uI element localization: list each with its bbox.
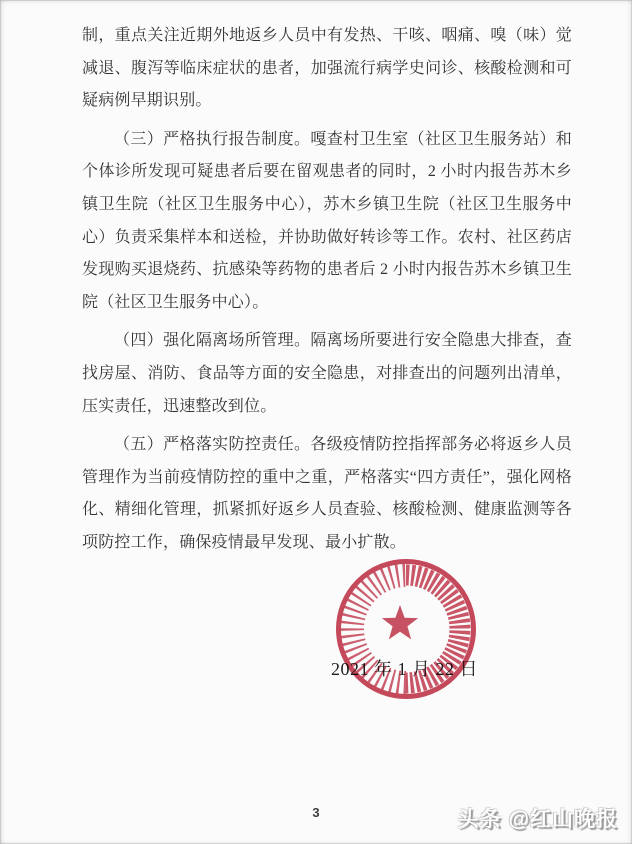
date-line: 2021 年 1 月 22 日 xyxy=(331,659,478,679)
page-number: 3 xyxy=(312,805,320,820)
seal-text-arc-right xyxy=(406,575,460,683)
body-paragraph: （三）严格执行报告制度。嘎查村卫生室（社区卫生服务站）和个体诊所发现可疑患者后要在留观患者的同时，2 小时内报告苏木乡镇卫生院（社区卫生服务中心），苏木乡镇卫生院（社区卫生服务中心）负责采集样本和送检，并协助做好转诊等工作。农村、社区药店发现购买退烧药、抗感染等药物的患者后 2 小时内报告苏木乡镇卫生院（社区卫生服务中心）。 xyxy=(82,130,572,311)
body-paragraph: （五）严格落实防控责任。各级疫情防控指挥部务必将返乡人员管理作为当前疫情防控的重中之重，严格落实“四方责任”，强化网格化、精细化管理，抓紧抓好返乡人员查验、核酸检测、健康监测等各项防控工作，确保疫情最早发现、最小扩散。 xyxy=(82,436,572,551)
document-body xyxy=(82,20,572,566)
toutiao-watermark: 头条 @红山晚报 xyxy=(457,808,618,831)
star-icon xyxy=(382,605,418,639)
official-seal-stamp-icon xyxy=(333,556,479,702)
body-paragraph: 制，重点关注近期外地返乡人员中有发热、干咳、咽痛、嗅（味）觉减退、腹泻等临床症状的患者，加强流行病学史问诊、核酸检测和可疑病例早期识别。 xyxy=(82,27,572,110)
body-paragraph: （四）强化隔离场所管理。隔离场所要进行安全隐患大排查，查找房屋、消防、食品等方面的安全隐患，对排查出的问题列出清单，压实责任，迅速整改到位。 xyxy=(82,332,572,415)
